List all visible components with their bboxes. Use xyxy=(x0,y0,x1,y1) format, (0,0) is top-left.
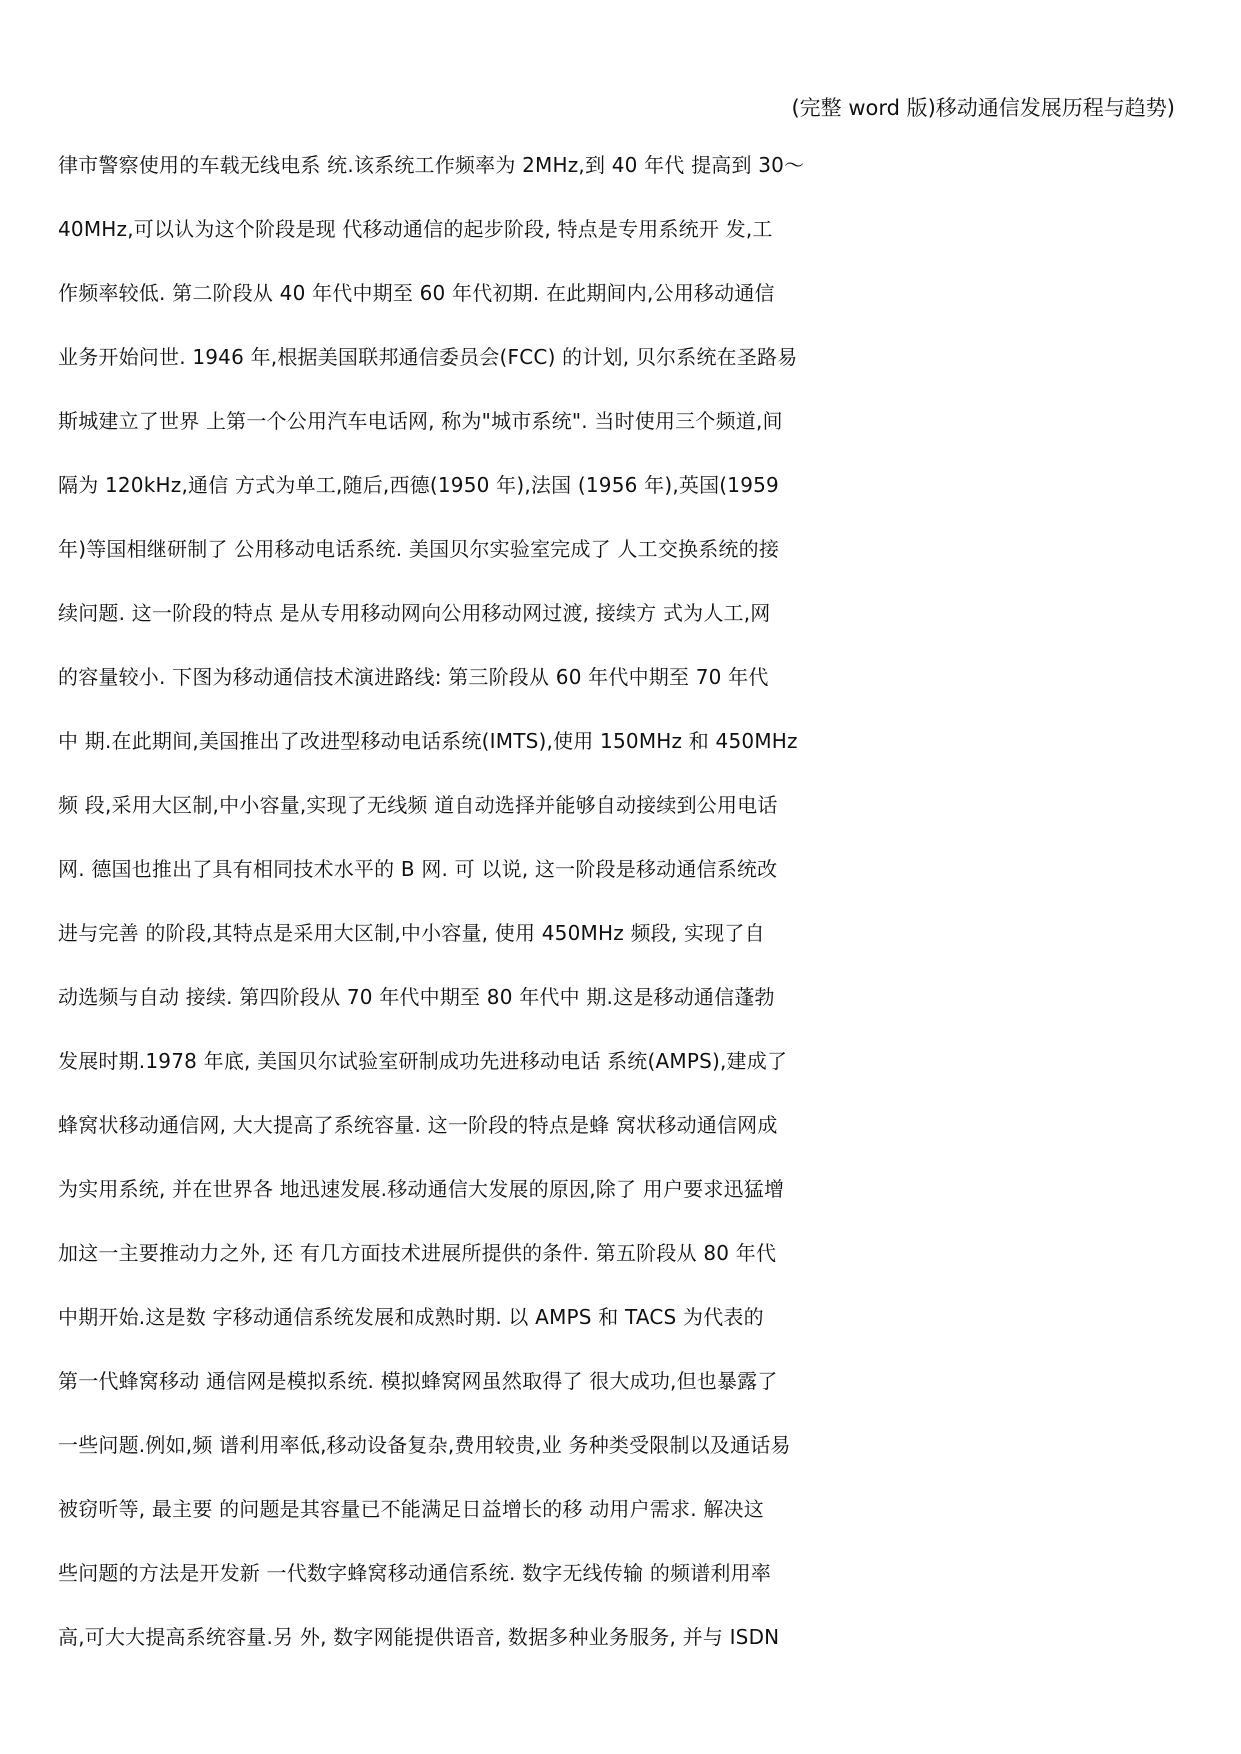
text-line: 频 段,采用大区制,中小容量,实现了无线频 道自动选择并能够自动接续到公用电话 xyxy=(58,793,778,817)
text-line: 隔为 120kHz,通信 方式为单工,随后,西德(1950 年),法国 (1956 年),英国(1959 xyxy=(58,473,779,497)
text-line: 40MHz,可以认为这个阶段是现 代移动通信的起步阶段, 特点是专用系统开 发,工 xyxy=(58,217,773,241)
text-line: 年)等国相继研制了 公用移动电话系统. 美国贝尔实验室完成了 人工交换系统的接 xyxy=(58,537,780,561)
text-line: 业务开始问世. 1946 年,根据美国联邦通信委员会(FCC) 的计划, 贝尔系统在圣路易 xyxy=(58,345,798,369)
text-line: 第一代蜂窝移动 通信网是模拟系统. 模拟蜂窝网虽然取得了 很大成功,但也暴露了 xyxy=(58,1369,778,1393)
text-line: 发展时期.1978 年底, 美国贝尔试验室研制成功先进移动电话 系统(AMPS),建成了 xyxy=(58,1049,788,1073)
text-line: 中期开始.这是数 字移动通信系统发展和成熟时期. 以 AMPS 和 TACS 为代表的 xyxy=(58,1305,764,1329)
text-line: 进与完善 的阶段,其特点是采用大区制,中小容量, 使用 450MHz 频段, 实现了自 xyxy=(58,921,765,945)
page-header-title: (完整 word 版)移动通信发展历程与趋势) xyxy=(791,96,1175,120)
text-line: 蜂窝状移动通信网, 大大提高了系统容量. 这一阶段的特点是蜂 窝状移动通信网成 xyxy=(58,1113,778,1137)
text-line: 被窃听等, 最主要 的问题是其容量已不能满足日益增长的移 动用户需求. 解决这 xyxy=(58,1497,764,1521)
text-line: 些问题的方法是开发新 一代数字蜂窝移动通信系统. 数字无线传输 的频谱利用率 xyxy=(58,1561,772,1585)
text-line: 的容量较小. 下图为移动通信技术演进路线: 第三阶段从 60 年代中期至 70 年代 xyxy=(58,665,769,689)
text-line: 作频率较低. 第二阶段从 40 年代中期至 60 年代初期. 在此期间内,公用移动通信 xyxy=(58,281,775,305)
text-line: 高,可大大提高系统容量.另 外, 数字网能提供语音, 数据多种业务服务, 并与 ISDN xyxy=(58,1625,780,1649)
text-line: 为实用系统, 并在世界各 地迅速发展.移动通信大发展的原因,除了 用户要求迅猛增 xyxy=(58,1177,785,1201)
text-line: 中 期.在此期间,美国推出了改进型移动电话系统(IMTS),使用 150MHz 和 450MHz xyxy=(58,729,798,753)
text-line: 律市警察使用的车载无线电系 统.该系统工作频率为 2MHz,到 40 年代 提高到 30～ xyxy=(58,153,805,177)
text-line: 一些问题.例如,频 谱利用率低,移动设备复杂,费用较贵,业 务种类受限制以及通话易 xyxy=(58,1433,791,1457)
text-line: 斯城建立了世界 上第一个公用汽车电话网, 称为"城市系统". 当时使用三个频道,间 xyxy=(58,409,783,433)
text-line: 加这一主要推动力之外, 还 有几方面技术进展所提供的条件. 第五阶段从 80 年代 xyxy=(58,1241,777,1265)
text-line: 网. 德国也推出了具有相同技术水平的 B 网. 可 以说, 这一阶段是移动通信系统改 xyxy=(58,857,778,881)
text-line: 续问题. 这一阶段的特点 是从专用移动网向公用移动网过渡, 接续方 式为人工,网 xyxy=(58,601,771,625)
body-paragraph xyxy=(58,133,1238,1669)
text-line: 动选频与自动 接续. 第四阶段从 70 年代中期至 80 年代中 期.这是移动通信蓬勃 xyxy=(58,985,775,1009)
